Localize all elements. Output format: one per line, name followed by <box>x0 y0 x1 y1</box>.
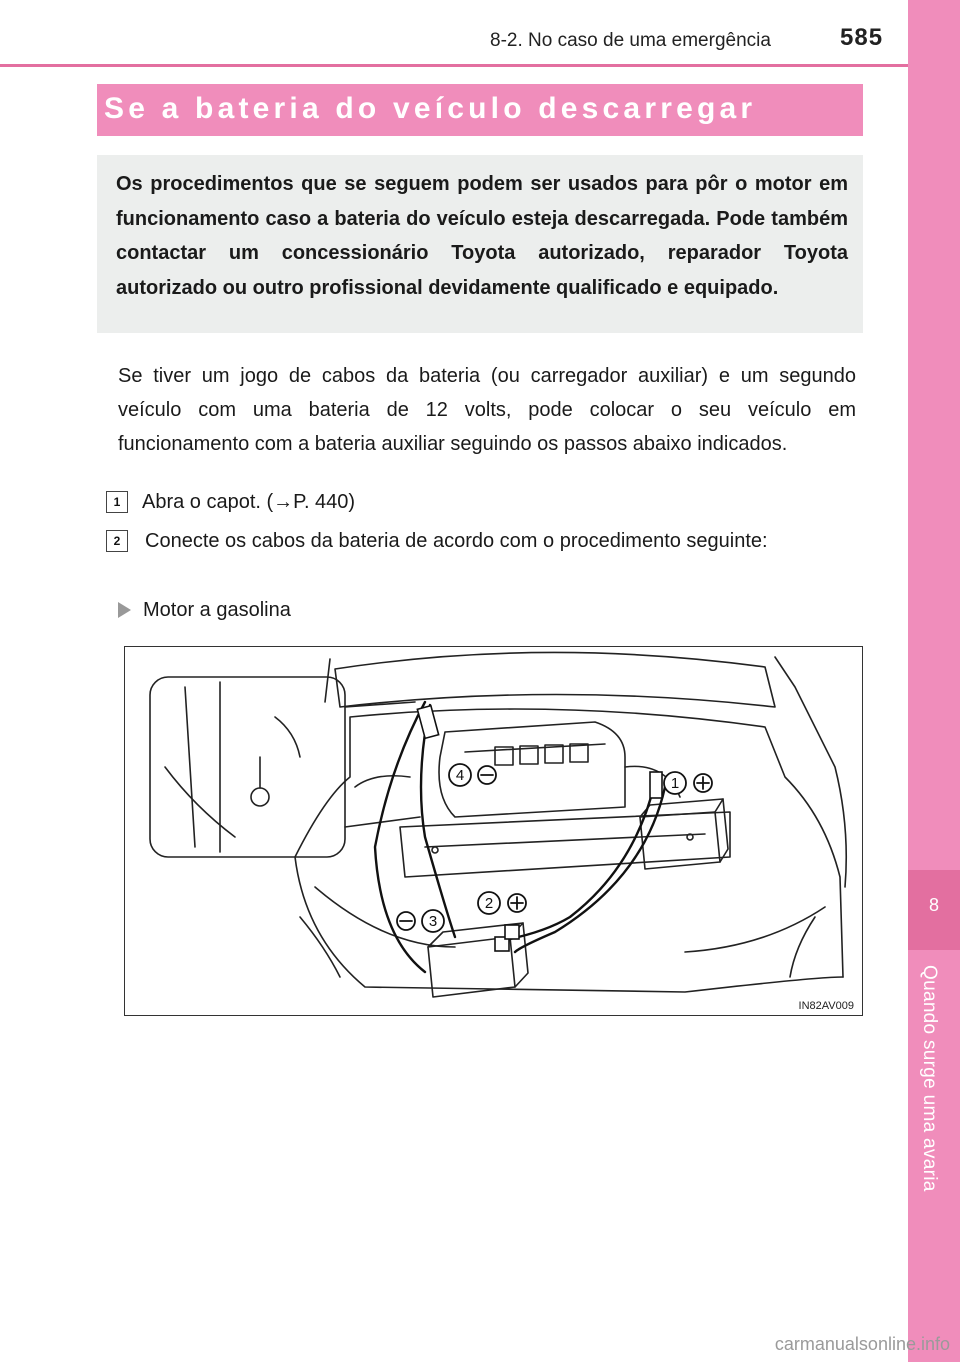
sub-item-engine-type: Motor a gasolina <box>143 599 291 621</box>
header-rule <box>0 64 908 67</box>
engine-bay-illustration <box>125 647 861 1014</box>
callout-label: 3 <box>428 913 438 930</box>
section-reference: 8-2. No caso de uma emergência <box>490 30 771 51</box>
figure-code: IN82AV009 <box>798 1000 854 1012</box>
callout-label: 1 <box>670 775 680 792</box>
intro-text: Os procedimentos que se seguem podem ser usados para pôr o motor em funcionamento caso a bateria do veículo esteja descarregada. Pode também contactar um concessionário Toyota autorizado, reparador Toyota autorizado ou outro profissional devidamente qualificado e equipado. <box>116 173 848 299</box>
jump-start-figure <box>124 646 863 1016</box>
callout-label: 2 <box>484 895 494 912</box>
step-1-text: Abra o capot. (→P. 440) <box>142 491 356 513</box>
step-1-badge: 1 <box>106 491 128 513</box>
arrow-right-icon <box>118 602 131 618</box>
callout-label: 4 <box>455 767 465 784</box>
chapter-title: Quando surge uma avaria <box>919 965 940 1192</box>
section-title: Se a bateria do veículo descarregar <box>104 92 757 125</box>
watermark: carmanualsonline.info <box>774 1334 950 1354</box>
page-number: 585 <box>840 24 884 51</box>
step-2-text: Conecte os cabos da bateria de acordo com o procedimento seguinte: <box>145 530 768 552</box>
chapter-number: 8 <box>928 895 939 915</box>
body-paragraph: Se tiver um jogo de cabos da bateria (ou carregador auxiliar) e um segundo veículo com uma bateria de 12 volts, pode colocar o seu veículo em funcionamento com a bateria auxiliar seguindo os passos abaixo indicados. <box>118 365 856 455</box>
step-2-badge: 2 <box>106 530 128 552</box>
